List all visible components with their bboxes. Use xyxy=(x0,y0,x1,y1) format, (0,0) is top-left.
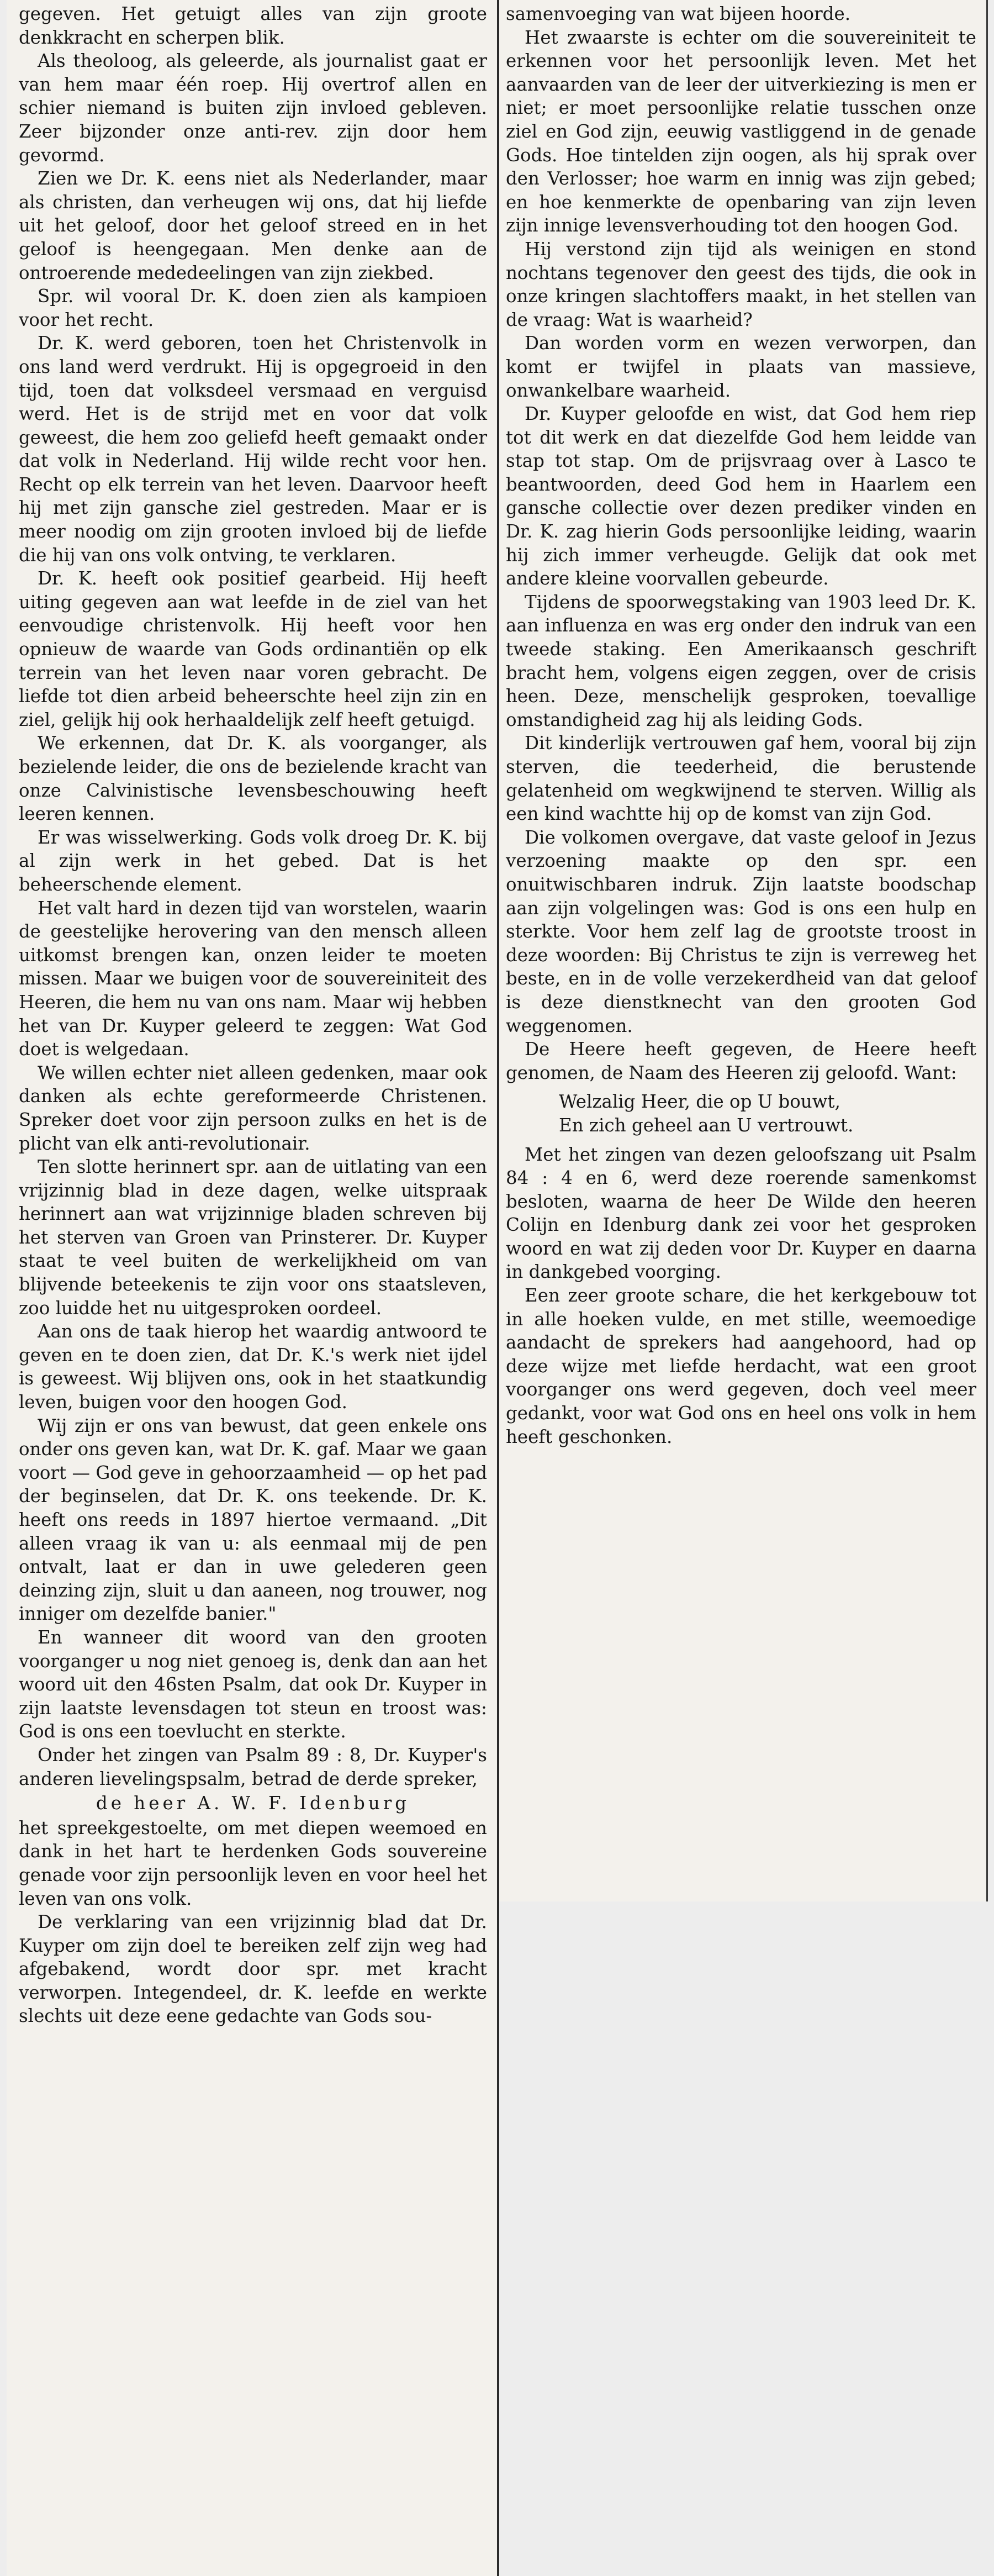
paragraph: Dan worden vorm en wezen verworpen, dan komt er twijfel in plaats van massieve, onwankelbare waarheid. xyxy=(506,333,976,401)
paragraph: Die volkomen overgave, dat vaste geloof in Jezus verzoening maakte op den spr. een onuitwischbaren indruk. Zijn laatste boodschap aan zijn volgelingen was: God is ons een hulp en sterkte. Voor hem zelf lag de grootste troost in deze woorden: Bij Christus te zijn is verreweg het beste, en in de volle verzekerdheid van dat geloof is deze dienstknecht van den grooten God weggenomen. xyxy=(506,826,976,1036)
paragraph: Er was wisselwerking. Gods volk droeg Dr. K. bij al zijn werk in het gebed. Dat is het beheerschende element. xyxy=(19,826,487,895)
paragraph: We willen echter niet alleen gedenken, maar ook danken als echte gereformeerde Christenen. Spreker doet voor zijn persoon zulks en het is de plicht van elk anti-revolutionair. xyxy=(19,1062,487,1154)
speaker-name: de heer A. W. F. Idenburg xyxy=(96,1793,410,1814)
paragraph: Het zwaarste is echter om die souvereiniteit te erkennen voor het persoonlijk leven. Met het aanvaarden van de leer der uitverkiezing is men er niet; er moet persoonlijke relatie tusschen onze ziel en God zijn, eeuwig vastliggend in de genade Gods. Hoe tintelden zijn oogen, als hij sprak over den Verlosser; hoe warm en innig was zijn gebed; en hoe kenmerkte de openbaring van zijn leven zijn innige levensverhouding tot den hoogen God. xyxy=(506,27,976,236)
paragraph: Hij verstond zijn tijd als weinigen en stond nochtans tegenover den geest des tijds, die ook in onze kringen slachtoffers maakt, in het stellen van de vraag: Wat is waarheid? xyxy=(506,238,976,330)
paragraph: Ten slotte herinnert spr. aan de uitlating van een vrijzinnig blad in deze dagen, welke uitspraak herinnert aan wat vrijzinnige bladen schreven bij het sterven van Groen van Prinsterer. Dr. Kuyper staat te veel buiten de werkelijkheid om van blijvende beteekenis te zijn voor ons staatsleven, zoo luidde het nu uitgesproken oordeel. xyxy=(19,1156,487,1319)
paragraph: Tijdens de spoorwegstaking van 1903 leed Dr. K. aan influenza en was erg onder den indruk van een tweede staking. Een Amerikaansch geschrift bracht hem, volgens eigen zeggen, over de crisis heen. Deze, menschelijk gesproken, toevallige omstandigheid zag hij als leiding Gods. xyxy=(506,591,976,730)
right-column xyxy=(499,0,987,1901)
paragraph: Wij zijn er ons van bewust, dat geen enkele ons onder ons geven kan, wat Dr. K. gaf. Maar we gaan voort — God geve in gehoorzaamheid — op het pad der beginselen, dat Dr. K. ons teekende. Dr. K. heeft ons reeds in 1897 hiertoe vermaand. „Dit alleen vraag ik van u: als eenmaal mij de pen ontvalt, laat er dan in uwe gelederen geen deinzing zijn, sluit u dan aaneen, nog trouwer, nog inniger om dezelfde banier." xyxy=(19,1415,487,1625)
paragraph: Onder het zingen van Psalm 89 : 8, Dr. Kuyper's anderen lievelingspsalm, betrad de derde spreker, xyxy=(19,1744,487,1789)
paragraph: De verklaring van een vrijzinnig blad dat Dr. Kuyper om zijn doel te bereiken zelf zijn weg had afgebakend, wordt door spr. met kracht verworpen. Integendeel, dr. K. leefde en werkte slechts uit deze eene gedachte van Gods sou- xyxy=(19,1911,487,2027)
paragraph: gegeven. Het getuigt alles van zijn groote denkkracht en scherpen blik. xyxy=(19,3,487,48)
poem-line: Welzalig Heer, die op U bouwt, xyxy=(559,1091,840,1113)
paragraph: Met het zingen van dezen geloofszang uit Psalm 84 : 4 en 6, werd deze roerende samenkomst besloten, waarna de heer De Wilde den heeren Colijn en Idenburg dank zei voor het gesproken woord en wat zij deden voor Dr. Kuyper en daarna in dankgebed voorging. xyxy=(506,1144,976,1283)
paragraph: De Heere heeft gegeven, de Heere heeft genomen, de Naam des Heeren zij geloofd. Want: xyxy=(506,1039,976,1083)
paragraph: Dit kinderlijk vertrouwen gaf hem, vooral bij zijn sterven, die teederheid, die berustende gelatenheid om wegkwijnend te sterven. Willig als een kind wachtte hij op de komst van zijn God. xyxy=(506,733,976,825)
left-column xyxy=(7,0,497,2576)
paragraph: Een zeer groote schare, die het kerkgebouw tot in alle hoeken vulde, en met stille, weemoedige aandacht de sprekers had aangehoord, had op deze wijze met liefde herdacht, wat een groot voorganger ons werd gegeven, doch veel meer gedankt, voor wat God ons en heel ons volk in hem heeft geschonken. xyxy=(506,1285,976,1447)
paragraph: Als theoloog, als geleerde, als journalist gaat er van hem maar één roep. Hij overtrof allen en schier niemand is buiten zijn invloed gebleven. Zeer bijzonder onze anti-rev. zijn door hem gevormd. xyxy=(19,50,487,166)
paragraph: samenvoeging van wat bijeen hoorde. xyxy=(506,3,851,24)
poem-line: En zich geheel aan U vertrouwt. xyxy=(559,1114,854,1136)
paragraph: Dr. Kuyper geloofde en wist, dat God hem riep tot dit werk en dat diezelfde God hem leidde van stap tot stap. Om de prijsvraag over à Lasco te beantwoorden, deed God hem in Haarlem een gansche collectie over dezen prediker vinden en Dr. K. zag hierin Gods persoonlijke leiding, waarin hij zich immer verheugde. Gelijk dat ook met andere kleine voorvallen gebeurde. xyxy=(506,403,976,589)
right-edge-rule xyxy=(986,0,988,1901)
paragraph: Dr. K. werd geboren, toen het Christenvolk in ons land werd verdrukt. Hij is opgegroeid in den tijd, toen dat volksdeel versmaad en verguisd werd. Het is de strijd met en voor dat volk geweest, die hem zoo geliefd heeft gemaakt onder dat volk in Nederland. Hij wilde recht voor hen. Recht op elk terrein van het leven. Daarvoor heeft hij met zijn gansche ziel gestreden. Maar er is meer noodig om zijn grooten invloed bij de liefde die hij van ons volk ontving, te verklaren. xyxy=(19,333,487,566)
paragraph: het spreekgestoelte, om met diepen weemoed en dank in het hart te herdenken Gods souvereine genade voor zijn persoonlijk leven en voor heel het leven van ons volk. xyxy=(19,1817,487,1909)
paragraph: Spr. wil vooral Dr. K. doen zien als kampioen voor het recht. xyxy=(19,286,487,330)
paragraph: Dr. K. heeft ook positief gearbeid. Hij heeft uiting gegeven aan wat leefde in de ziel van het eenvoudige christenvolk. Hij heeft voor hen opnieuw de waarde van Gods ordinantiën op elk terrein van het leven naar voren gebracht. De liefde tot dien arbeid beheerschte heel zijn zin en ziel, gelijk hij ook herhaaldelijk zelf heeft getuigd. xyxy=(19,568,487,730)
paragraph: We erkennen, dat Dr. K. als voorganger, als bezielende leider, die ons de bezielende kracht van onze Calvinistische levensbeschouwing heeft leeren kennen. xyxy=(19,733,487,825)
paragraph: En wanneer dit woord van den grooten voorganger u nog niet genoeg is, denk dan aan het woord uit den 46sten Psalm, dat ook Dr. Kuyper in zijn laatste levensdagen tot steun en troost was: God is ons een toevlucht en sterkte. xyxy=(19,1626,487,1742)
paragraph: Aan ons de taak hierop het waardig antwoord te geven en te doen zien, dat Dr. K.'s werk niet ijdel is geweest. Wij blijven ons, ook in het staatkundig leven, buigen voor den hoogen God. xyxy=(19,1321,487,1413)
paragraph: Het valt hard in dezen tijd van worstelen, waarin de geestelijke herovering van den mensch alleen uitkomst brengen kan, onzen leider te moeten missen. Maar we buigen voor de souvereiniteit des Heeren, die hem nu van ons nam. Maar wij hebben het van Dr. Kuyper geleerd te zeggen: Wat God doet is welgedaan. xyxy=(19,897,487,1060)
empty-scan-area xyxy=(499,1904,994,2576)
paragraph: Zien we Dr. K. eens niet als Nederlander, maar als christen, dan verheugen wij ons, dat hij liefde uit het geloof, door het geloof streed en in het geloof is heengegaan. Men denke aan de ontroerende mededeelingen van zijn ziekbed. xyxy=(19,168,487,283)
